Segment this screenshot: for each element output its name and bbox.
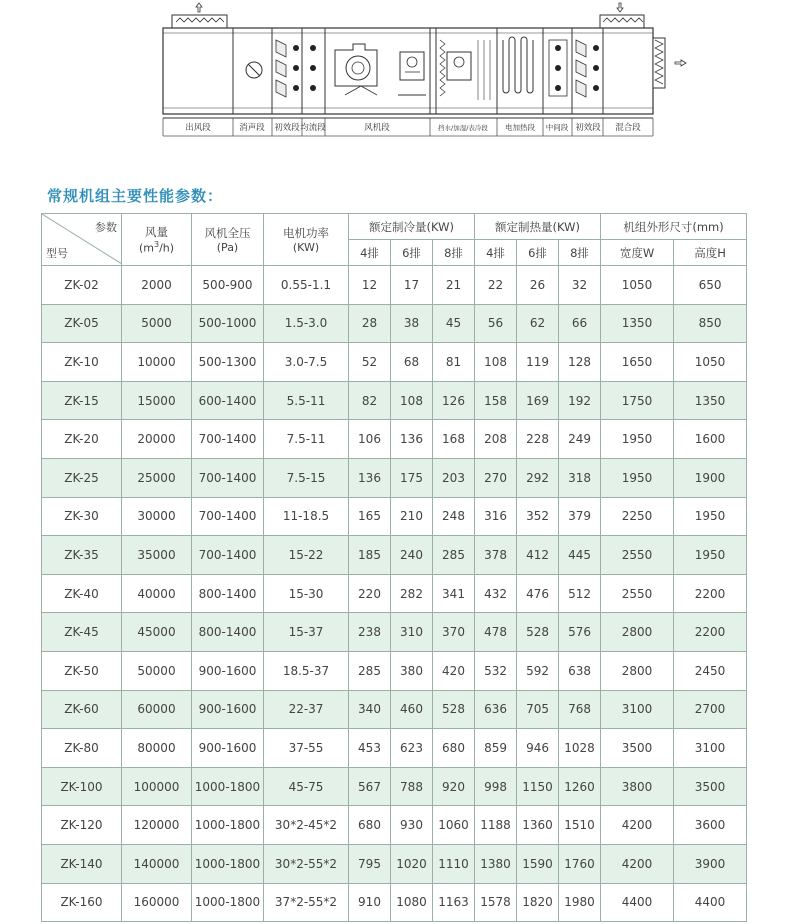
table-cell: 45000 <box>122 613 192 652</box>
airflow-header: 风量 $(m^3/h)$ <box>122 214 192 266</box>
table-cell: 3500 <box>601 729 674 768</box>
height-header: 高度H <box>674 240 747 266</box>
table-cell: 680 <box>349 806 391 845</box>
table-row <box>42 497 747 536</box>
table-cell: 1760 <box>559 844 601 883</box>
table-cell: ZK-05 <box>42 304 122 343</box>
table-cell: 126 <box>433 381 475 420</box>
table-cell: 20000 <box>122 420 192 459</box>
table-cell: 2200 <box>674 613 747 652</box>
table-row <box>42 343 747 382</box>
table-cell: 248 <box>433 497 475 536</box>
table-cell: 1000-1800 <box>192 883 264 922</box>
table-cell: ZK-140 <box>42 844 122 883</box>
pressure-header: 风机全压 (Pa) <box>192 214 264 266</box>
table-cell: 3100 <box>601 690 674 729</box>
table-cell: 460 <box>391 690 433 729</box>
side-inlet-icon <box>653 38 686 88</box>
heating-8-rows-header: 8排 <box>559 240 601 266</box>
table-cell: 341 <box>433 574 475 613</box>
table-row <box>42 304 747 343</box>
table-cell: 512 <box>559 574 601 613</box>
table-cell: 1150 <box>517 767 559 806</box>
table-cell: 3800 <box>601 767 674 806</box>
table-cell: 910 <box>349 883 391 922</box>
table-cell: 900-1600 <box>192 729 264 768</box>
table-cell: 22-37 <box>264 690 349 729</box>
table-cell: 25000 <box>122 458 192 497</box>
table-cell: 175 <box>391 458 433 497</box>
heating-header: 额定制热量(KW) <box>475 214 601 240</box>
section-label: 出风段 <box>185 123 211 133</box>
table-cell: 478 <box>475 613 517 652</box>
table-cell: 700-1400 <box>192 420 264 459</box>
table-cell: 249 <box>559 420 601 459</box>
table-cell: 100000 <box>122 767 192 806</box>
table-cell: 50000 <box>122 651 192 690</box>
section-label: 混合段 <box>615 123 641 133</box>
table-cell: ZK-120 <box>42 806 122 845</box>
table-cell: 920 <box>433 767 475 806</box>
param-model-header <box>42 214 122 266</box>
table-row <box>42 574 747 613</box>
cooling-header: 额定制冷量(KW) <box>349 214 475 240</box>
table-cell: 445 <box>559 536 601 575</box>
table-cell: 1950 <box>601 458 674 497</box>
table-cell: 0.55-1.1 <box>264 266 349 305</box>
table-cell: 1350 <box>674 381 747 420</box>
table-cell: 528 <box>517 613 559 652</box>
cooling-8-rows-header: 8排 <box>433 240 475 266</box>
table-cell: 1360 <box>517 806 559 845</box>
table-cell: 859 <box>475 729 517 768</box>
section-label: 中间段 <box>545 123 569 132</box>
table-cell: 52 <box>349 343 391 382</box>
heating-6-rows-header: 6排 <box>517 240 559 266</box>
table-cell: 1510 <box>559 806 601 845</box>
heating-4-rows-header: 4排 <box>475 240 517 266</box>
section-title: 常规机组主要性能参数： <box>47 187 224 205</box>
ahu-diagram <box>0 0 800 160</box>
table-cell: 528 <box>433 690 475 729</box>
table-cell: 476 <box>517 574 559 613</box>
table-cell: 1900 <box>674 458 747 497</box>
table-cell: 700-1400 <box>192 536 264 575</box>
table-cell: 946 <box>517 729 559 768</box>
table-cell: 420 <box>433 651 475 690</box>
table-cell: 380 <box>391 651 433 690</box>
table-cell: 500-1000 <box>192 304 264 343</box>
table-cell: 208 <box>475 420 517 459</box>
table-cell: 220 <box>349 574 391 613</box>
table-cell: 340 <box>349 690 391 729</box>
section-label: 初效段 <box>575 123 601 133</box>
table-cell: 1590 <box>517 844 559 883</box>
table-cell: 795 <box>349 844 391 883</box>
table-cell: 567 <box>349 767 391 806</box>
section-label: 初效段 <box>274 123 300 133</box>
table-cell: 500-1300 <box>192 343 264 382</box>
cooling-4-rows-header: 4排 <box>349 240 391 266</box>
table-cell: 18.5-37 <box>264 651 349 690</box>
table-cell: 1380 <box>475 844 517 883</box>
table-cell: 66 <box>559 304 601 343</box>
table-cell: 2800 <box>601 613 674 652</box>
table-cell: 4400 <box>674 883 747 922</box>
section-label: 电加热段 <box>505 123 535 132</box>
table-cell: ZK-50 <box>42 651 122 690</box>
table-cell: 37*2-55*2 <box>264 883 349 922</box>
table-cell: 108 <box>475 343 517 382</box>
table-cell: 379 <box>559 497 601 536</box>
table-cell: 310 <box>391 613 433 652</box>
table-cell: 352 <box>517 497 559 536</box>
table-cell: 1820 <box>517 883 559 922</box>
table-cell: 636 <box>475 690 517 729</box>
inlet-vent-top <box>600 15 644 28</box>
power-header: 电机功率 (KW) <box>264 214 349 266</box>
table-cell: 60000 <box>122 690 192 729</box>
table-row <box>42 767 747 806</box>
table-cell: ZK-30 <box>42 497 122 536</box>
table-cell: 768 <box>559 690 601 729</box>
table-cell: 2550 <box>601 536 674 575</box>
table-cell: 56 <box>475 304 517 343</box>
table-cell: 185 <box>349 536 391 575</box>
table-cell: 930 <box>391 806 433 845</box>
table-cell: 10000 <box>122 343 192 382</box>
table-cell: 592 <box>517 651 559 690</box>
table-cell: ZK-25 <box>42 458 122 497</box>
table-cell: ZK-15 <box>42 381 122 420</box>
table-cell: 160000 <box>122 883 192 922</box>
table-cell: 900-1600 <box>192 651 264 690</box>
table-cell: 1060 <box>433 806 475 845</box>
table-cell: 7.5-15 <box>264 458 349 497</box>
performance-table <box>41 213 747 922</box>
table-cell: 136 <box>391 420 433 459</box>
table-cell: 432 <box>475 574 517 613</box>
table-cell: 1650 <box>601 343 674 382</box>
table-cell: 106 <box>349 420 391 459</box>
table-cell: 2700 <box>674 690 747 729</box>
table-cell: 4400 <box>601 883 674 922</box>
table-cell: 62 <box>517 304 559 343</box>
table-cell: 136 <box>349 458 391 497</box>
table-cell: 68 <box>391 343 433 382</box>
table-row <box>42 381 747 420</box>
dims-header: 机组外形尺寸(mm) <box>601 214 747 240</box>
table-cell: ZK-60 <box>42 690 122 729</box>
table-row <box>42 651 747 690</box>
table-cell: 15-37 <box>264 613 349 652</box>
table-cell: 45 <box>433 304 475 343</box>
table-cell: 32 <box>559 266 601 305</box>
table-cell: ZK-10 <box>42 343 122 382</box>
table-cell: 1578 <box>475 883 517 922</box>
table-cell: 1188 <box>475 806 517 845</box>
table-cell: 240 <box>391 536 433 575</box>
table-cell: 35000 <box>122 536 192 575</box>
table-cell: 285 <box>349 651 391 690</box>
table-cell: 1028 <box>559 729 601 768</box>
table-cell: 453 <box>349 729 391 768</box>
table-cell: 30*2-55*2 <box>264 844 349 883</box>
table-cell: 45-75 <box>264 767 349 806</box>
cooling-6-rows-header: 6排 <box>391 240 433 266</box>
table-row <box>42 458 747 497</box>
table-cell: 1.5-3.0 <box>264 304 349 343</box>
table-cell: 3500 <box>674 767 747 806</box>
table-cell: 292 <box>517 458 559 497</box>
table-cell: 623 <box>391 729 433 768</box>
table-cell: 800-1400 <box>192 574 264 613</box>
table-cell: 30000 <box>122 497 192 536</box>
table-cell: 1950 <box>674 536 747 575</box>
table-cell: 1950 <box>674 497 747 536</box>
table-cell: 15-30 <box>264 574 349 613</box>
table-row <box>42 883 747 922</box>
table-cell: 1350 <box>601 304 674 343</box>
table-cell: 700-1400 <box>192 458 264 497</box>
table-cell: 1020 <box>391 844 433 883</box>
table-cell: 378 <box>475 536 517 575</box>
table-cell: 80000 <box>122 729 192 768</box>
table-cell: 318 <box>559 458 601 497</box>
table-cell: 700-1400 <box>192 497 264 536</box>
table-cell: 576 <box>559 613 601 652</box>
table-cell: 108 <box>391 381 433 420</box>
table-cell: 1050 <box>601 266 674 305</box>
table-cell: 40000 <box>122 574 192 613</box>
table-cell: 2250 <box>601 497 674 536</box>
table-cell: ZK-35 <box>42 536 122 575</box>
outlet-arrow-icon <box>196 3 202 12</box>
table-cell: 500-900 <box>192 266 264 305</box>
table-cell: 282 <box>391 574 433 613</box>
table-cell: 17 <box>391 266 433 305</box>
table-cell: 26 <box>517 266 559 305</box>
table-cell: 81 <box>433 343 475 382</box>
table-cell: 238 <box>349 613 391 652</box>
table-cell: 705 <box>517 690 559 729</box>
table-cell: 285 <box>433 536 475 575</box>
table-cell: 2800 <box>601 651 674 690</box>
table-cell: 316 <box>475 497 517 536</box>
table-cell: 3100 <box>674 729 747 768</box>
table-row <box>42 844 747 883</box>
table-cell: 1050 <box>674 343 747 382</box>
table-cell: 3600 <box>674 806 747 845</box>
table-cell: 3.0-7.5 <box>264 343 349 382</box>
section-label: 风机段 <box>364 123 390 133</box>
table-cell: ZK-20 <box>42 420 122 459</box>
table-cell: 38 <box>391 304 433 343</box>
table-cell: 11-18.5 <box>264 497 349 536</box>
table-cell: 15-22 <box>264 536 349 575</box>
table-cell: 203 <box>433 458 475 497</box>
table-row <box>42 420 747 459</box>
table-cell: 900-1600 <box>192 690 264 729</box>
table-row <box>42 266 747 305</box>
table-cell: 1080 <box>391 883 433 922</box>
table-cell: ZK-100 <box>42 767 122 806</box>
table-cell: 210 <box>391 497 433 536</box>
section-label: 挡水/加湿/表冷段 <box>438 124 488 132</box>
width-header: 宽度W <box>601 240 674 266</box>
table-cell: 2000 <box>122 266 192 305</box>
table-cell: 119 <box>517 343 559 382</box>
table-cell: 2550 <box>601 574 674 613</box>
table-cell: 1000-1800 <box>192 844 264 883</box>
table-cell: 650 <box>674 266 747 305</box>
table-cell: 680 <box>433 729 475 768</box>
table-row <box>42 729 747 768</box>
table-cell: 270 <box>475 458 517 497</box>
table-cell: ZK-80 <box>42 729 122 768</box>
table-cell: ZK-160 <box>42 883 122 922</box>
table-cell: 800-1400 <box>192 613 264 652</box>
table-cell: 30*2-45*2 <box>264 806 349 845</box>
table-cell: 2200 <box>674 574 747 613</box>
table-cell: 1980 <box>559 883 601 922</box>
table-cell: ZK-02 <box>42 266 122 305</box>
table-cell: 1163 <box>433 883 475 922</box>
table-cell: 788 <box>391 767 433 806</box>
table-cell: 4200 <box>601 844 674 883</box>
section-label: 消声段 <box>239 123 265 133</box>
table-cell: 4200 <box>601 806 674 845</box>
table-cell: 15000 <box>122 381 192 420</box>
table-cell: 21 <box>433 266 475 305</box>
table-cell: 2450 <box>674 651 747 690</box>
table-row <box>42 613 747 652</box>
table-cell: 128 <box>559 343 601 382</box>
table-cell: 7.5-11 <box>264 420 349 459</box>
table-cell: 192 <box>559 381 601 420</box>
table-cell: 165 <box>349 497 391 536</box>
table-cell: 1600 <box>674 420 747 459</box>
table-cell: 850 <box>674 304 747 343</box>
table-cell: 120000 <box>122 806 192 845</box>
table-cell: 998 <box>475 767 517 806</box>
table-row <box>42 536 747 575</box>
table-cell: 1000-1800 <box>192 806 264 845</box>
table-cell: 28 <box>349 304 391 343</box>
table-cell: 638 <box>559 651 601 690</box>
table-cell: 5.5-11 <box>264 381 349 420</box>
table-cell: 5000 <box>122 304 192 343</box>
table-cell: 168 <box>433 420 475 459</box>
section-label: 均流段 <box>300 123 326 133</box>
table-cell: 532 <box>475 651 517 690</box>
table-cell: 1950 <box>601 420 674 459</box>
table-cell: 158 <box>475 381 517 420</box>
table-cell: 169 <box>517 381 559 420</box>
table-cell: 3900 <box>674 844 747 883</box>
table-cell: 140000 <box>122 844 192 883</box>
table-cell: 228 <box>517 420 559 459</box>
table-cell: 82 <box>349 381 391 420</box>
table-cell: 600-1400 <box>192 381 264 420</box>
table-cell: ZK-45 <box>42 613 122 652</box>
header-row <box>42 214 747 240</box>
table-cell: 12 <box>349 266 391 305</box>
table-cell: 37-55 <box>264 729 349 768</box>
table-row <box>42 806 747 845</box>
table-cell: 1000-1800 <box>192 767 264 806</box>
param-header: 参数 <box>95 221 117 234</box>
table-cell: 370 <box>433 613 475 652</box>
table-row <box>42 690 747 729</box>
table-cell: 1750 <box>601 381 674 420</box>
table-cell: 22 <box>475 266 517 305</box>
model-header: 型号 <box>46 247 68 260</box>
table-cell: 1260 <box>559 767 601 806</box>
table-cell: 1110 <box>433 844 475 883</box>
table-cell: ZK-40 <box>42 574 122 613</box>
inlet-arrow-top-icon <box>617 3 623 12</box>
table-cell: 412 <box>517 536 559 575</box>
